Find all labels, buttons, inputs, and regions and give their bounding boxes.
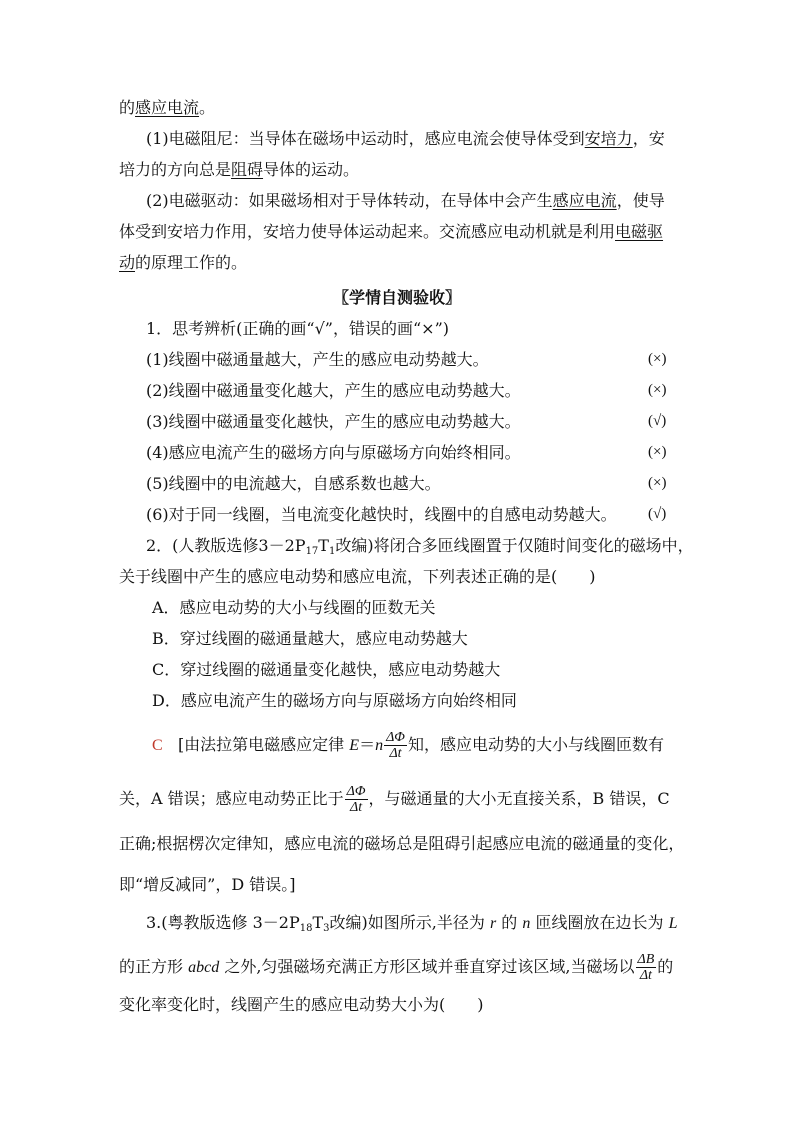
item-text: (5)线圈中的电流越大，自感系数也越大。 [146, 474, 441, 493]
q2-explanation-line-4: 即“增反减同”，D 错误。] [119, 875, 296, 894]
math-symbol: n [375, 737, 384, 754]
fraction-denominator: Δt [639, 968, 652, 983]
text: ，使导 [616, 191, 665, 210]
text: ，安 [632, 129, 665, 148]
text: (2)电磁驱动：如果磁场相对于导体转动，在导体中会产生 [146, 191, 553, 210]
para-em-drive-line-2 [119, 221, 663, 243]
text: 。 [199, 98, 216, 117]
text: 的 [501, 913, 518, 932]
underlined-term: 动 [119, 253, 136, 272]
text: 的 [657, 957, 674, 976]
text: 的 [119, 98, 136, 117]
subscript: 1 [328, 546, 336, 557]
text: 匝线圈放在边长为 [535, 913, 664, 932]
q2-option-c: C．穿过线圈的磁通量变化越快，感应电动势越大 [152, 660, 501, 679]
text: T [312, 913, 324, 932]
math-symbol: E [349, 737, 360, 754]
q1-item-6-mark: (√) [648, 506, 667, 522]
subscript: 3 [323, 923, 330, 934]
para-em-damping-line-2 [119, 159, 359, 181]
q1-item-5-mark: (×) [648, 475, 667, 491]
text: [由法拉第电磁感应定律 [177, 735, 345, 754]
subscript: 18 [299, 923, 313, 934]
q1-title: 1．思考辨析(正确的画“√”，错误的画“×”) [146, 319, 449, 338]
q3-stem-line-1 [146, 912, 678, 940]
underlined-term: 感应电流 [135, 98, 200, 117]
fraction-numerator: ΔB [637, 952, 655, 967]
q3-stem-line-2 [119, 952, 673, 983]
fraction-denominator: Δt [389, 746, 402, 761]
text: 改编)将闭合多匝线圈置于仅随时间变化的磁场中， [335, 536, 694, 555]
underlined-term: 电磁驱 [615, 222, 664, 241]
underlined-term: 阻碍 [231, 160, 264, 179]
fraction-dphi-dt [384, 730, 407, 761]
text: 的正方形 [119, 957, 184, 976]
q2-answer: C [152, 737, 163, 754]
fraction-numerator: ΔΦ [386, 730, 405, 745]
q2-option-a: A．感应电动势的大小与线圈的匝数无关 [152, 598, 436, 617]
q1-item-3-mark: (√) [648, 413, 667, 429]
q2-option-b: B．穿过线圈的磁通量越大，感应电动势越大 [152, 629, 468, 648]
underlined-term: 安培力 [584, 129, 633, 148]
item-text: (1)线圈中磁通量越大，产生的感应电动势越大。 [146, 350, 489, 369]
text: (1)电磁阻尼：当导体在磁场中运动时，感应电流会使导体受到 [146, 129, 585, 148]
fraction-denominator: Δt [350, 800, 363, 815]
para-em-drive-line-1 [146, 190, 665, 212]
text: ，与磁通量的大小无直接关系，B 错误，C [368, 789, 670, 808]
q1-item-4-mark: (×) [648, 444, 667, 460]
q1-item-2 [146, 380, 521, 402]
text: 培力的方向总是 [119, 160, 232, 179]
q1-item-1 [146, 349, 489, 371]
q2-explanation-line-2 [119, 784, 670, 815]
q1-item-6 [146, 504, 617, 526]
q3-stem-line-3: 变化率变化时，线圈产生的感应电动势大小为( ) [119, 995, 484, 1014]
q1-item-4 [146, 442, 521, 464]
item-text: (3)线圈中磁通量变化越快，产生的感应电动势越大。 [146, 412, 521, 431]
underlined-term: 感应电流 [552, 191, 617, 210]
para-em-drive-line-3 [119, 252, 247, 274]
math-symbol: r [489, 915, 497, 932]
para-em-damping-line-1 [146, 128, 665, 150]
text: 体受到安培力作用，安培力使导体运动起来。交流感应电动机就是利用 [119, 222, 616, 241]
math-symbol: abcd [188, 959, 220, 976]
q2-explanation-line-1 [152, 730, 664, 761]
text: 改编)如图所示,半径为 [329, 913, 485, 932]
math-symbol: n [522, 915, 531, 932]
text: 之外,匀强磁场充满正方形区域并垂直穿过该区域,当磁场以 [224, 957, 635, 976]
text: 2．(人教版选修3－2P [146, 536, 306, 555]
subscript: 17 [305, 546, 319, 557]
section-heading: 〖学情自测验收〗 [332, 288, 461, 307]
item-text: (4)感应电流产生的磁场方向与原磁场方向始终相同。 [146, 443, 521, 462]
text: 知，感应电动势的大小与线圈匝数有 [407, 735, 664, 754]
q1-item-1-mark: (×) [648, 351, 667, 367]
q2-explanation-line-3: 正确;根据楞次定律知，感应电流的磁场总是阻碍引起感应电流的磁通量的变化， [119, 834, 685, 853]
text: 导体的运动。 [263, 160, 360, 179]
fraction-numerator: ΔΦ [346, 784, 366, 799]
q2-stem-line-1 [146, 535, 694, 563]
fraction-dphi-dt [345, 784, 368, 815]
q1-item-2-mark: (×) [648, 382, 667, 398]
text: T [318, 536, 329, 555]
item-text: (2)线圈中磁通量变化越大，产生的感应电动势越大。 [146, 381, 521, 400]
math-symbol: ＝ [359, 735, 376, 754]
fraction-db-dt [636, 952, 657, 983]
text: 的原理工作的。 [135, 253, 248, 272]
math-symbol: L [668, 915, 678, 932]
item-text: (6)对于同一线圈，当电流变化越快时，线圈中的自感电动势越大。 [146, 505, 617, 524]
q2-stem-line-2: 关于线圈中产生的感应电动势和感应电流，下列表述正确的是( ) [119, 567, 596, 586]
q1-item-5 [146, 473, 441, 495]
intro-line-1 [119, 97, 215, 119]
q1-item-3 [146, 411, 521, 433]
q2-option-d: D．感应电流产生的磁场方向与原磁场方向始终相同 [152, 691, 517, 710]
text: 关，A 错误；感应电动势正比于 [119, 789, 344, 808]
text: 3.(粤教版选修 3－2P [146, 913, 300, 932]
